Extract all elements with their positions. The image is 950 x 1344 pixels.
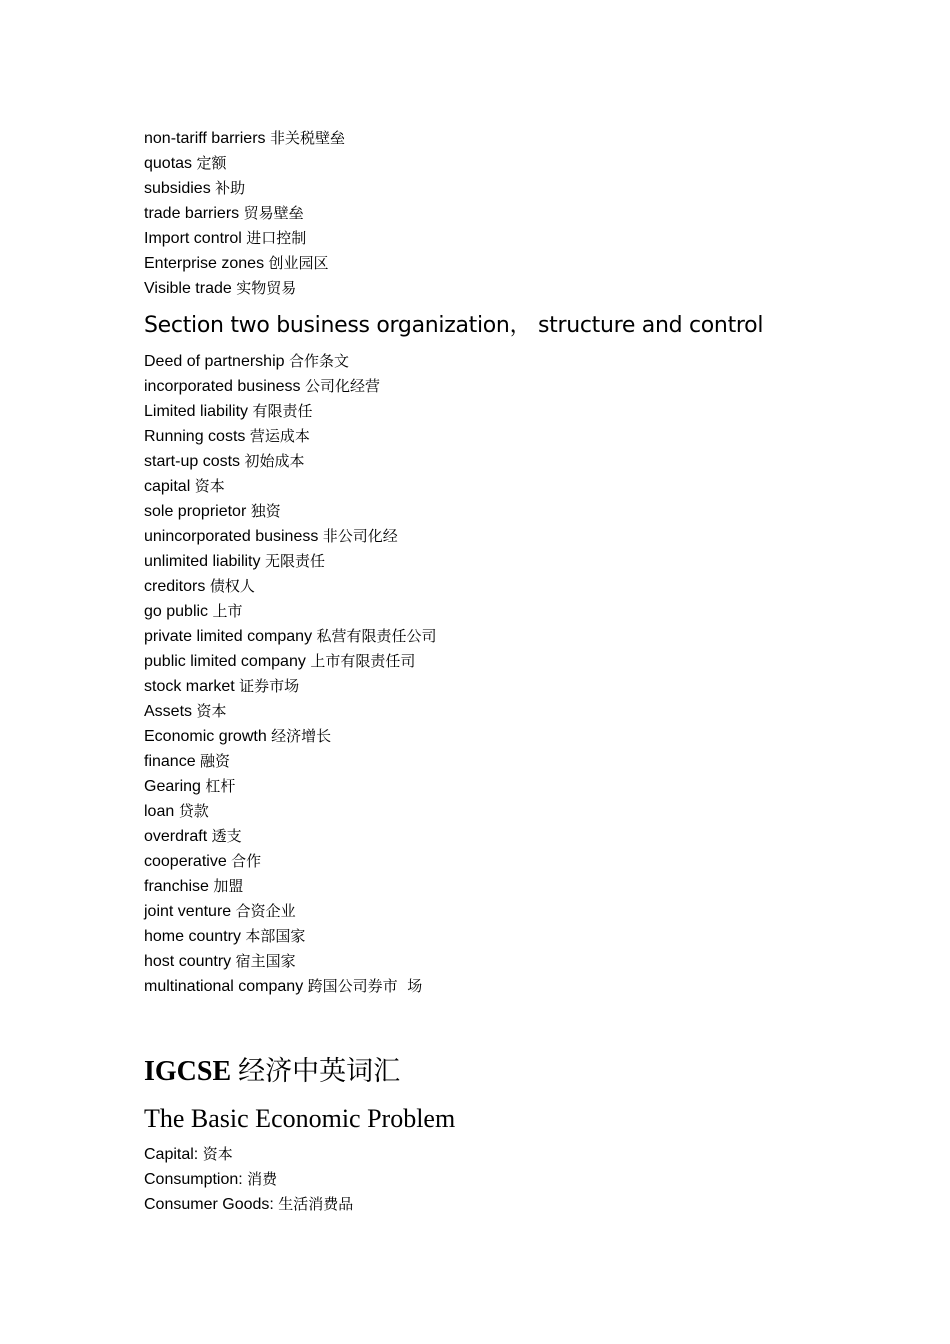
term-row xyxy=(144,899,844,924)
term-english: stock market xyxy=(144,678,235,695)
term-row xyxy=(144,201,844,226)
term-row xyxy=(144,276,844,301)
term-row xyxy=(144,176,844,201)
term-chinese: 跨国公司券市 场 xyxy=(307,977,423,995)
term-chinese: 补助 xyxy=(215,179,246,197)
term-english: loan xyxy=(144,803,175,820)
term-chinese: 资本 xyxy=(202,1145,233,1163)
term-english: Visible trade xyxy=(144,280,232,297)
term-chinese: 宿主国家 xyxy=(235,952,296,970)
term-row xyxy=(144,649,844,674)
term-english: Deed of partnership xyxy=(144,353,285,370)
term-chinese: 融资 xyxy=(200,752,231,770)
term-row xyxy=(144,574,844,599)
term-english: cooperative xyxy=(144,853,227,870)
term-row xyxy=(144,349,844,374)
term-chinese: 经济增长 xyxy=(271,727,332,745)
term-chinese: 加盟 xyxy=(213,877,244,895)
term-row xyxy=(144,226,844,251)
document-page xyxy=(144,126,844,1217)
term-row xyxy=(144,1142,844,1167)
term-row xyxy=(144,474,844,499)
term-list-igcse xyxy=(144,1142,844,1217)
term-row xyxy=(144,924,844,949)
term-english: subsidies xyxy=(144,180,211,197)
term-chinese: 透支 xyxy=(211,827,242,845)
term-english: Consumer Goods: xyxy=(144,1196,274,1213)
term-chinese: 资本 xyxy=(194,477,225,495)
term-english: incorporated business xyxy=(144,378,301,395)
term-chinese: 无限责任 xyxy=(264,552,325,570)
term-english: finance xyxy=(144,753,196,770)
term-english: start-up costs xyxy=(144,453,241,470)
term-chinese: 证券市场 xyxy=(239,677,300,695)
term-chinese: 定额 xyxy=(196,154,227,172)
term-english: joint venture xyxy=(144,903,232,920)
term-chinese: 合作 xyxy=(231,852,262,870)
term-english: franchise xyxy=(144,878,209,895)
term-row xyxy=(144,549,844,574)
term-row xyxy=(144,251,844,276)
term-row xyxy=(144,1192,844,1217)
term-list-top xyxy=(144,126,844,301)
term-english: Import control xyxy=(144,230,242,247)
term-chinese: 生活消费品 xyxy=(278,1195,354,1213)
term-chinese: 实物贸易 xyxy=(236,279,297,297)
term-english: unincorporated business xyxy=(144,528,319,545)
term-row xyxy=(144,974,844,999)
term-english: Consumption: xyxy=(144,1171,243,1188)
term-chinese: 初始成本 xyxy=(244,452,305,470)
term-chinese: 合资企业 xyxy=(235,902,296,920)
term-chinese: 上市有限责任司 xyxy=(310,652,416,670)
term-english: non-tariff barriers xyxy=(144,130,266,147)
term-chinese: 上市 xyxy=(212,602,243,620)
term-english: capital xyxy=(144,478,191,495)
term-english: multinational company xyxy=(144,978,304,995)
term-row xyxy=(144,126,844,151)
term-english: host country xyxy=(144,953,232,970)
term-row xyxy=(144,699,844,724)
term-english: Running costs xyxy=(144,428,246,445)
term-row xyxy=(144,599,844,624)
term-english: public limited company xyxy=(144,653,306,670)
term-row xyxy=(144,774,844,799)
term-row xyxy=(144,824,844,849)
term-chinese: 杠杆 xyxy=(205,777,236,795)
term-english: trade barriers xyxy=(144,205,240,222)
term-row xyxy=(144,674,844,699)
term-english: Capital: xyxy=(144,1146,199,1163)
term-chinese: 贷款 xyxy=(178,802,209,820)
term-row xyxy=(144,374,844,399)
term-english: creditors xyxy=(144,578,206,595)
term-row xyxy=(144,799,844,824)
term-english: Assets xyxy=(144,703,193,720)
section-two-heading: Section two business organization， structure and control xyxy=(144,313,764,338)
term-english: overdraft xyxy=(144,828,208,845)
term-row xyxy=(144,499,844,524)
term-row xyxy=(144,151,844,176)
term-row xyxy=(144,624,844,649)
term-chinese: 贸易壁垒 xyxy=(243,204,304,222)
term-row xyxy=(144,749,844,774)
term-chinese: 非公司化经 xyxy=(322,527,398,545)
term-chinese: 合作条文 xyxy=(288,352,349,370)
term-chinese: 消费 xyxy=(247,1170,278,1188)
term-row xyxy=(144,874,844,899)
term-row xyxy=(144,449,844,474)
igcse-title-english: IGCSE xyxy=(144,1056,232,1087)
term-english: private limited company xyxy=(144,628,313,645)
term-english: sole proprietor xyxy=(144,503,247,520)
term-chinese: 公司化经营 xyxy=(305,377,381,395)
term-row xyxy=(144,424,844,449)
term-english: go public xyxy=(144,603,209,620)
term-chinese: 进口控制 xyxy=(246,229,307,247)
term-chinese: 有限责任 xyxy=(252,402,313,420)
term-english: home country xyxy=(144,928,241,945)
term-row xyxy=(144,399,844,424)
term-chinese: 营运成本 xyxy=(249,427,310,445)
term-row xyxy=(144,849,844,874)
igcse-title xyxy=(144,1054,844,1090)
term-english: unlimited liability xyxy=(144,553,261,570)
term-row xyxy=(144,524,844,549)
term-english: Enterprise zones xyxy=(144,255,265,272)
term-row xyxy=(144,724,844,749)
term-english: quotas xyxy=(144,155,193,172)
term-english: Economic growth xyxy=(144,728,267,745)
term-row xyxy=(144,1167,844,1192)
term-chinese: 私营有限责任公司 xyxy=(316,627,437,645)
term-list-section-two xyxy=(144,349,844,999)
basic-economic-problem-heading: The Basic Economic Problem xyxy=(144,1104,456,1133)
igcse-title-chinese: 经济中英词汇 xyxy=(238,1056,401,1087)
term-chinese: 债权人 xyxy=(209,577,255,595)
term-chinese: 资本 xyxy=(196,702,227,720)
term-english: Gearing xyxy=(144,778,201,795)
term-chinese: 创业园区 xyxy=(268,254,329,272)
term-chinese: 独资 xyxy=(250,502,281,520)
term-chinese: 本部国家 xyxy=(245,927,306,945)
term-english: Limited liability xyxy=(144,403,249,420)
term-chinese: 非关税壁垒 xyxy=(269,129,345,147)
term-row xyxy=(144,949,844,974)
